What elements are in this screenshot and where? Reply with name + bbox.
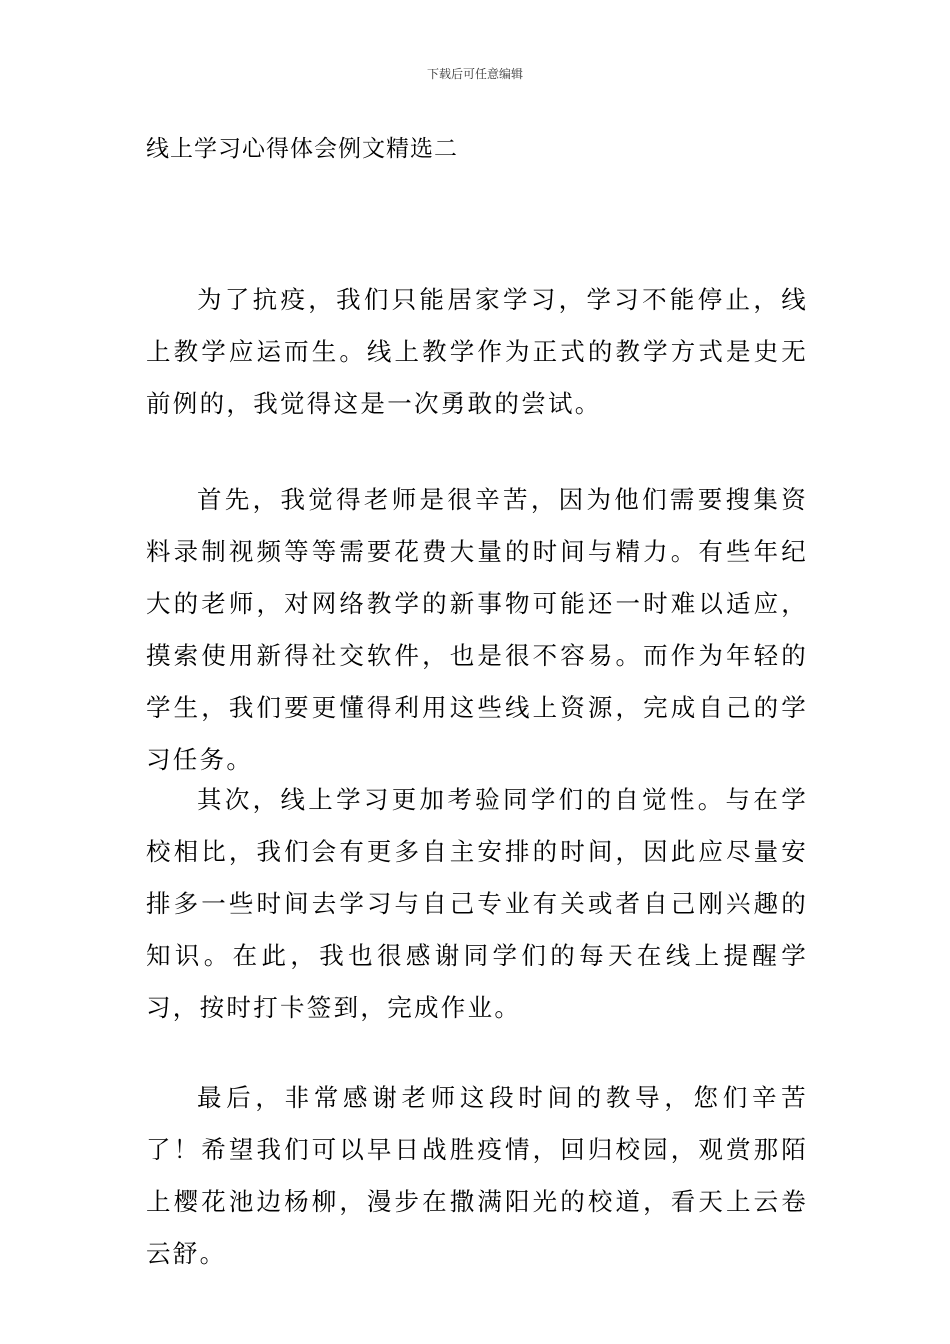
- header-note: 下载后可任意编辑: [426, 67, 523, 81]
- paragraph-4: 最后，非常感谢老师这段时间的教导，您们辛苦了！希望我们可以早日战胜疫情，回归校园，观赏那陌上樱花池边杨柳，漫步在撒满阳光的校道，看天上云卷云舒。: [146, 1083, 808, 1268]
- paragraph-3: 其次，线上学习更加考验同学们的自觉性。与在学校相比，我们会有更多自主安排的时间，因此应尽量安排多一些时间去学习与自己专业有关或者自己刚兴趣的知识。在此，我也很感谢同学们的每天在线上提醒学习，按时打卡签到，完成作业。: [146, 785, 808, 1022]
- document-title: 线上学习心得体会例文精选二: [146, 136, 458, 162]
- paragraph-2: 首先，我觉得老师是很辛苦，因为他们需要搜集资料录制视频等等需要花费大量的时间与精力。有些年纪大的老师，对网络教学的新事物可能还一时难以适应，摸索使用新得社交软件，也是很不容易。而作为年轻的学生，我们要更懂得利用这些线上资源，完成自己的学习任务。: [146, 485, 808, 774]
- paragraph-1: 为了抗疫，我们只能居家学习，学习不能停止，线上教学应运而生。线上教学作为正式的教学方式是史无前例的，我觉得这是一次勇敢的尝试。: [146, 285, 808, 418]
